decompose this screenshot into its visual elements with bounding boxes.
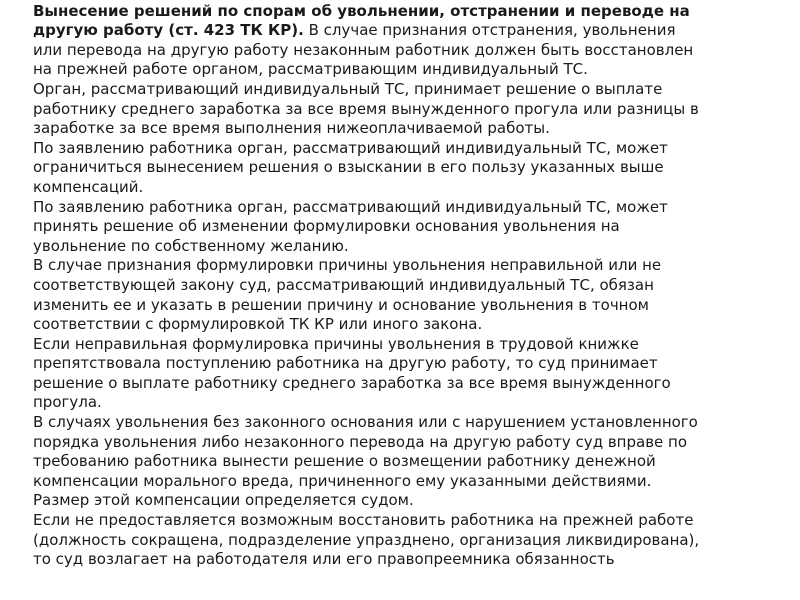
text-segment: ограничиться вынесением решения о взыскании в его пользу указанных выше <box>33 158 664 177</box>
text-line <box>33 413 783 433</box>
paragraph <box>33 511 783 570</box>
text-line <box>33 256 783 276</box>
paragraph <box>33 80 783 139</box>
paragraph <box>33 256 783 334</box>
text-line <box>33 433 783 453</box>
text-line <box>33 511 783 531</box>
text-segment: По заявлению работника орган, рассматривающий индивидуальный ТС, может <box>33 197 668 216</box>
text-line <box>33 452 783 472</box>
text-segment: прогула. <box>33 393 102 412</box>
text-line <box>33 2 783 22</box>
paragraph <box>33 139 783 198</box>
text-line <box>33 60 783 80</box>
text-line <box>33 472 783 492</box>
text-segment: или перевода на другую работу незаконным работник должен быть восстановлен <box>33 40 694 59</box>
text-line <box>33 393 783 413</box>
text-segment: принять решение об изменении формулировки основания увольнения на <box>33 217 620 236</box>
paragraph <box>33 198 783 257</box>
text-line <box>33 315 783 335</box>
text-line <box>33 550 783 570</box>
text-segment: заработке за все время выполнения нижеоплачиваемой работы. <box>33 119 550 138</box>
bold-text-segment: Вынесение решений по спорам об увольнении, отстранении и переводе на <box>33 1 690 20</box>
text-line <box>33 158 783 178</box>
text-segment: требованию работника вынести решение о возмещении работнику денежной <box>33 452 656 471</box>
text-segment: решение о выплате работнику среднего заработка за все время вынужденного <box>33 373 671 392</box>
text-segment: Размер этой компенсации определяется судом. <box>33 491 414 510</box>
text-line <box>33 100 783 120</box>
text-line <box>33 139 783 159</box>
text-line <box>33 217 783 237</box>
text-line <box>33 276 783 296</box>
text-segment: компенсации морального вреда, причиненного ему указанными действиями. <box>33 471 652 490</box>
text-segment: В случае признания отстранения, увольнения <box>303 21 676 40</box>
text-line <box>33 491 783 511</box>
text-segment: По заявлению работника орган, рассматривающий индивидуальный ТС, может <box>33 138 668 157</box>
text-line <box>33 335 783 355</box>
paragraph <box>33 413 783 511</box>
text-line <box>33 198 783 218</box>
text-segment: работнику среднего заработка за все время вынужденного прогула или разницы в <box>33 99 699 118</box>
text-line <box>33 119 783 139</box>
text-line <box>33 80 783 100</box>
text-segment: В случаях увольнения без законного основания или с нарушением установленного <box>33 413 698 432</box>
text-segment: на прежней работе органом, рассматривающим индивидуальный ТС. <box>33 60 588 79</box>
text-segment: Орган, рассматривающий индивидуальный ТС, принимает решение о выплате <box>33 79 663 98</box>
paragraph <box>33 335 783 413</box>
text-line <box>33 178 783 198</box>
bold-text-segment: другую работу (ст. 423 ТК КР). <box>33 21 304 40</box>
text-segment: соответствии с формулировкой ТК КР или иного закона. <box>33 315 483 334</box>
text-segment: увольнение по собственному желанию. <box>33 236 349 255</box>
text-line <box>33 531 783 551</box>
text-line <box>33 237 783 257</box>
text-line <box>33 374 783 394</box>
text-segment: (должность сокращена, подразделение упразднено, организация ликвидирована), <box>33 530 700 549</box>
text-line <box>33 296 783 316</box>
text-segment: то суд возлагает на работодателя или его правопреемника обязанность <box>33 550 615 569</box>
text-line <box>33 354 783 374</box>
text-segment: В случае признания формулировки причины увольнения неправильной или не <box>33 256 662 275</box>
text-segment: изменить ее и указать в решении причину и основание увольнения в точном <box>33 295 649 314</box>
text-segment: Если неправильная формулировка причины увольнения в трудовой книжке <box>33 334 639 353</box>
text-segment: компенсаций. <box>33 177 144 196</box>
document-text <box>33 0 783 570</box>
text-segment: соответствующей закону суд, рассматривающий индивидуальный ТС, обязан <box>33 275 654 294</box>
text-line <box>33 21 783 41</box>
text-line <box>33 41 783 61</box>
text-segment: препятствовала поступлению работника на другую работу, то суд принимает <box>33 354 658 373</box>
text-segment: Если не предоставляется возможным восстановить работника на прежней работе <box>33 511 694 530</box>
text-segment: порядка увольнения либо незаконного перевода на другую работу суд вправе по <box>33 432 688 451</box>
paragraph <box>33 2 783 80</box>
